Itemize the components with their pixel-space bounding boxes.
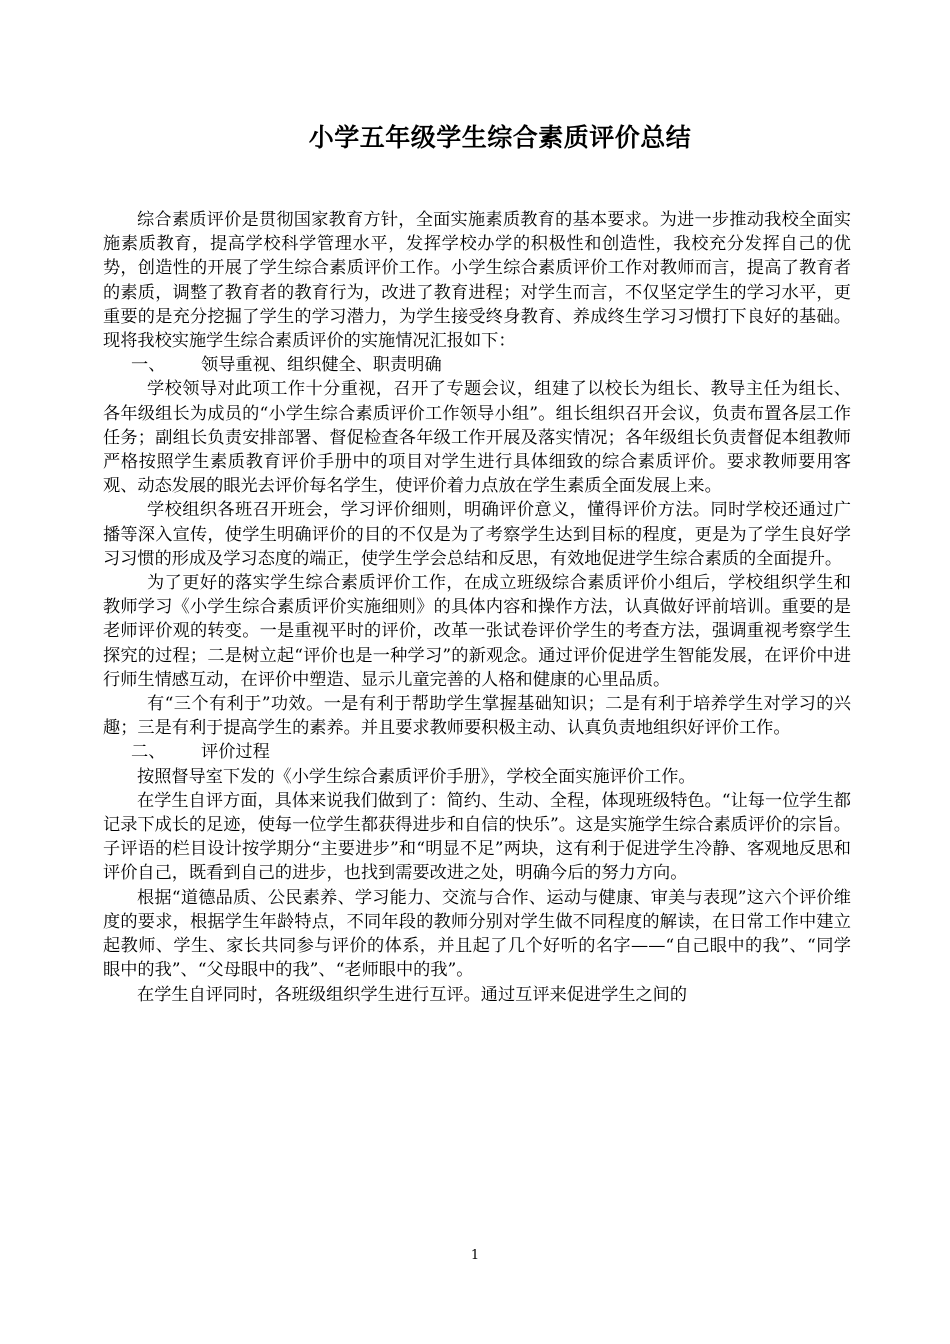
- section-2-paragraph: 根据“道德品质、公民素养、学习能力、交流与合作、运动与健康、审美与表现”这六个评价维度的要求，根据学生年龄特点，不同年段的教师分别对学生做不同程度的解读，在日常工作中建立起教师、学生、家长共同参与评价的体系，并且起了几个好听的名字——“自己眼中的我”、“同学眼中的我”、“父母眼中的我”、“老师眼中的我”。: [103, 887, 851, 981]
- document-title: 小学五年级学生综合素质评价总结: [308, 123, 692, 152]
- section-2-number: 二、: [131, 742, 166, 763]
- section-2-title: 评价过程: [201, 742, 270, 763]
- section-1-heading: [103, 353, 851, 377]
- section-1-title: 领导重视、组织健全、职责明确: [201, 355, 442, 376]
- section-1-paragraph: 有“三个有利于”功效。一是有利于帮助学生掌握基础知识；二是有利于培养学生对学习的兴趣；三是有利于提高学生的素养。并且要求教师要积极主动、认真负责地组织好评价工作。: [103, 694, 851, 739]
- intro-paragraph: 综合素质评价是贯彻国家教育方针，全面实施素质教育的基本要求。为进一步推动我校全面实施素质教育，提高学校科学管理水平，发挥学校办学的积极性和创造性，我校充分发挥自己的优势，创造性的开展了学生综合素质评价工作。小学生综合素质评价工作对教师而言，提高了教育者的素质，调整了教育者的教育行为，改进了教育进程；对学生而言，不仅坚定学生的学习水平，更重要的是充分挖掘了学生的学习潜力，为学生接受终身教育、养成终生学习习惯打下良好的基础。现将我校实施学生综合素质评价的实施情况汇报如下：: [103, 210, 851, 352]
- section-1-paragraph: 为了更好的落实学生综合素质评价工作，在成立班级综合素质评价小组后，学校组织学生和教师学习《小学生综合素质评价实施细则》的具体内容和操作方法，认真做好评前培训。重要的是老师评价观的转变。一是重视平时的评价，改革一张试卷评价学生的考查方法，强调重视考察学生探究的过程；二是树立起“评价也是一种学习”的新观念。通过评价促进学生智能发展，在评价中进行师生情感互动，在评价中塑造、显示儿童完善的人格和健康的心里品质。: [103, 573, 851, 690]
- section-1-number: 一、: [131, 355, 166, 376]
- document-body: [103, 208, 851, 1007]
- section-2-paragraph: 按照督导室下发的《小学生综合素质评价手册》，学校全面实施评价工作。: [137, 766, 696, 787]
- section-2-paragraph: 在学生自评方面，具体来说我们做到了：简约、生动、全程，体现班级特色。“让每一位学生都记录下成长的足迹，使每一位学生都获得进步和自信的快乐”。这是实施学生综合素质评价的宗旨。子评语的栏目设计按学期分“主要进步”和“明显不足”两块，这有利于促进学生冷静、客观地反思和评价自己，既看到自己的进步，也找到需要改进之处，明确今后的努力方向。: [103, 790, 851, 884]
- section-1-paragraph: 学校领导对此项工作十分重视，召开了专题会议，组建了以校长为组长、教导主任为组长、各年级组长为成员的“小学生综合素质评价工作领导小组”。组长组织召开会议，负责布置各层工作任务；副组长负责安排部署、督促检查各年级工作开展及落实情况；各年级组长负责督促本组教师严格按照学生素质教育评价手册中的项目对学生进行具体细致的综合素质评价。要求教师要用客观、动态发展的眼光去评价每名学生，使评价着力点放在学生素质全面发展上来。: [103, 379, 851, 497]
- page-number: 1: [470, 1248, 480, 1263]
- section-2-paragraph: 在学生自评同时，各班级组织学生进行互评。通过互评来促进学生之间的: [137, 984, 688, 1005]
- section-2-heading: [103, 740, 851, 764]
- section-1-paragraph: 学校组织各班召开班会，学习评价细则，明确评价意义，懂得评价方法。同时学校还通过广播等深入宣传，使学生明确评价的目的不仅是为了考察学生达到目标的程度，更是为了学生良好学习习惯的形成及学习态度的端正，使学生学会总结和反思，有效地促进学生综合素质的全面提升。: [103, 500, 851, 569]
